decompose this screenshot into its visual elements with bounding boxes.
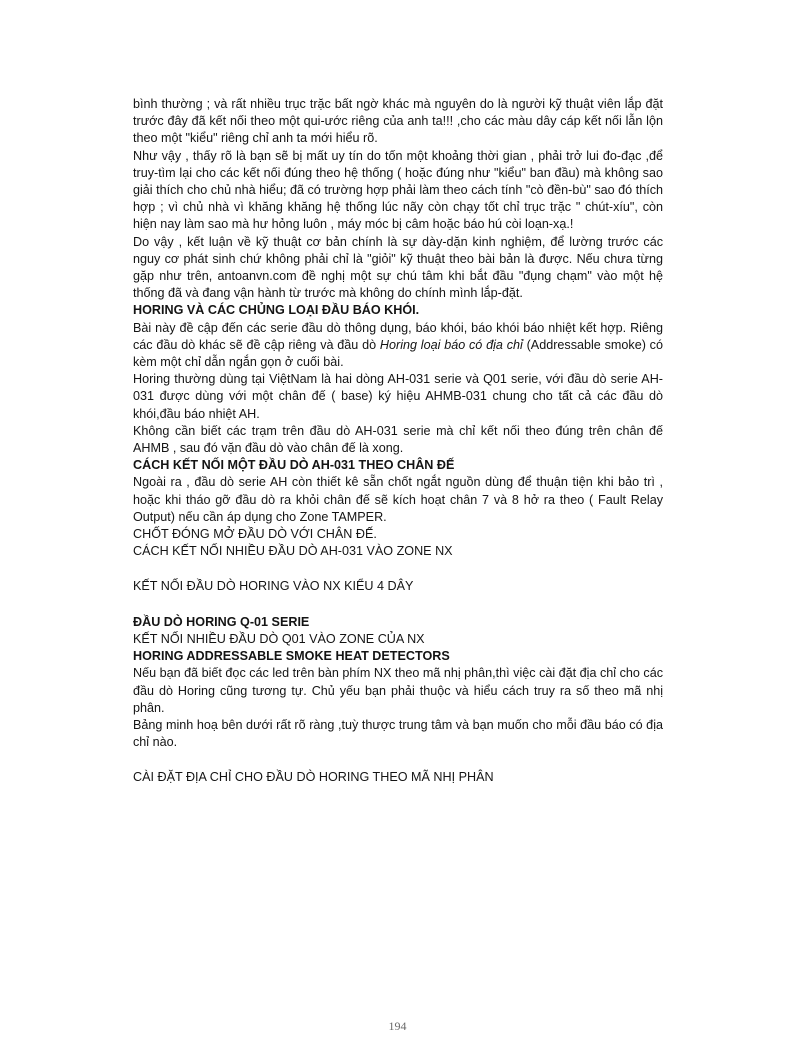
paragraph: bình thường ; và rất nhiều trục trặc bất ngờ khác mà nguyên do là người kỹ thuật viên lắp đặt trước đây đã kết nối theo một qui-ước riêng của anh ta!!! ,cho các màu dây cáp kết nối lẫn lộn theo một "kiểu" riêng chỉ anh ta mới hiểu rõ. — [133, 97, 663, 146]
paragraph: Ngoài ra , đầu dò serie AH còn thiết kê sẵn chốt ngắt nguồn dùng để thuận tiện khi bảo trì , hoặc khi tháo gỡ đầu dò ra khỏi chân đế sẽ kích hoạt chân 7 và 8 hở ra theo ( Fault Relay Output) nếu cần áp dụng cho Zone TAMPER. — [133, 475, 663, 524]
spacer — [133, 596, 663, 614]
paragraph: Do vậy , kết luận về kỹ thuật cơ bản chính là sự dày-dặn kinh nghiệm, để lường trước các nguy cơ phát sinh chứ không phải chỉ là "giỏi" kỹ thuật theo bài bản là được. Nếu chưa từng gặp như trên, antoanvn.com đề nghị một sự chú tâm khi bắt đầu "đụng chạm" vào một hệ thống đã và đang vận hành từ trước mà không do chính mình lắp-đặt. — [133, 234, 663, 301]
figure-caption: CHỐT ĐÓNG MỞ ĐẦU DÒ VỚI CHÂN ĐẾ. — [133, 527, 377, 542]
page-number: 194 — [388, 1019, 407, 1033]
paragraph: Không cần biết các trạm trên đầu dò AH-031 serie mà chỉ kết nối theo đúng trên chân đế AHMB , sau đó vặn đầu dò vào chân đế là xong. — [133, 423, 663, 456]
paragraph: Bảng minh hoạ bên dưới rất rõ ràng ,tuỳ thược trung tâm và bạn muốn cho mỗi đầu báo có địa chỉ nào. — [133, 717, 663, 750]
figure-caption: KẾT NỐI NHIỀU ĐẦU DÒ Q01 VÀO ZONE CỦA NX — [133, 631, 425, 646]
section-heading: HORING VÀ CÁC CHỦNG LOẠI ĐẦU BÁO KHÓI. — [133, 303, 420, 318]
section-heading: HORING ADDRESSABLE SMOKE HEAT DETECTORS — [133, 649, 450, 664]
paragraph: Horing thường dùng tại ViệtNam là hai dòng AH-031 serie và Q01 serie, với đầu dò serie AH-031 được dùng với một chân đế ( base) ký hiệu AHMB-031 chung cho tất cả các đầu dò khói,đầu báo nhiệt AH. — [133, 372, 663, 421]
spacer — [133, 560, 663, 578]
section-heading: CÁCH KẾT NỐI MỘT ĐẦU DÒ AH-031 THEO CHÂN ĐẾ — [133, 458, 455, 473]
spacer — [133, 751, 663, 769]
document-body — [133, 96, 663, 787]
paragraph: Nếu bạn đã biết đọc các led trên bàn phím NX theo mã nhị phân,thì việc cài đặt địa chỉ cho các đầu dò Horing cũng tương tự. Chủ yếu bạn phải thuộc và hiểu cách truy ra số theo mã nhị phân. — [133, 666, 663, 715]
italic-text: Horing loại báo có địa chỉ — [379, 337, 523, 352]
figure-caption: KẾT NỐI ĐẦU DÒ HORING VÀO NX KIỂU 4 DÂY — [133, 579, 414, 594]
section-heading: ĐẦU DÒ HORING Q-01 SERIE — [133, 614, 310, 629]
text-span: (Addressable smoke) có kèm một chỉ dẫn ngắn gọn ở cuối bài. — [133, 337, 663, 370]
paragraph — [133, 320, 663, 372]
figure-caption: CÀI ĐẶT ĐỊA CHỈ CHO ĐẦU DÒ HORING THEO MÃ NHỊ PHÂN — [133, 770, 494, 785]
paragraph: Như vậy , thấy rõ là bạn sẽ bị mất uy tín do tốn một khoảng thời gian , phải trở lui đo-đạc ,để truy-tìm lại cho các kết nối đúng theo hệ thống ( hoặc đúng như "kiểu" ban đầu) mà không sao giải thích cho chủ nhà hiểu; đã có trường hợp phải làm theo cách tính "cò đền-bù" sao đó thích hợp ; vì chủ nhà vì khăng khăng hệ thống lúc nãy còn chạy tốt chỉ trục trặc " chút-xíu", còn hiện nay làm sao mà hư hỏng luôn , máy móc bị câm hoặc báo hú còi loạn-xạ.! — [133, 148, 663, 232]
text-span: Bài này đề cập đến các serie đầu dò thông dụng, báo khói, báo khói báo nhiệt kết hợp. Riêng các đầu dò khác sẽ đề cập riêng và đầu dò — [133, 320, 663, 352]
figure-caption: CÁCH KẾT NỐI NHIỀU ĐẦU DÒ AH-031 VÀO ZONE NX — [133, 544, 453, 559]
